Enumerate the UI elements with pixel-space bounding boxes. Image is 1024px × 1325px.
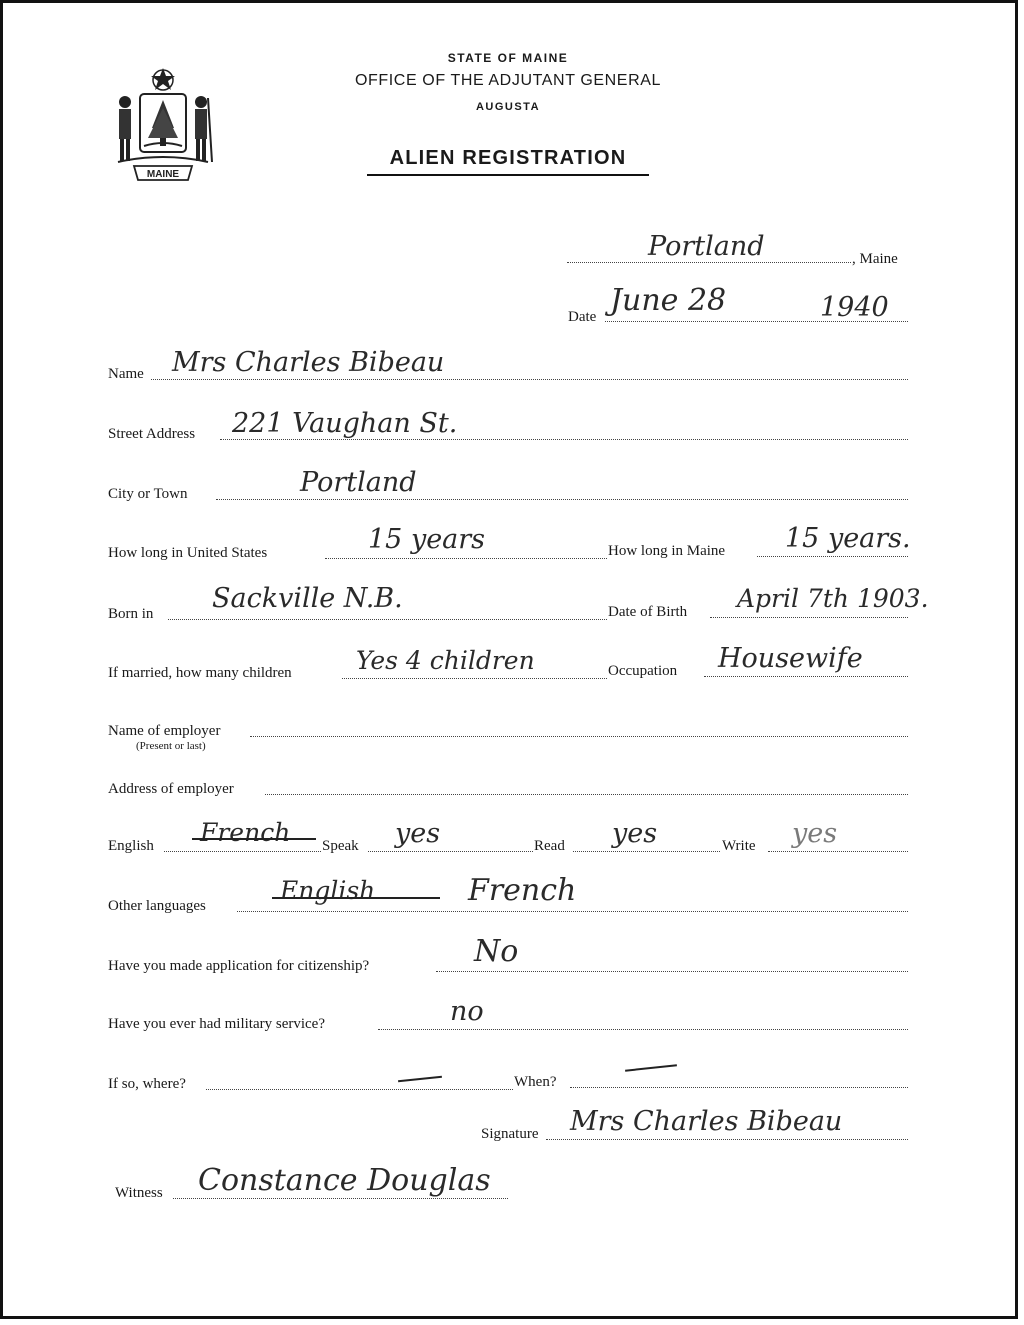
english-line — [164, 851, 321, 852]
read-label: Read — [534, 838, 565, 854]
occupation-label: Occupation — [608, 663, 678, 679]
maine-duration-value: 15 years. — [785, 523, 911, 554]
speak-line — [368, 851, 533, 852]
title-underline — [367, 174, 649, 176]
military-value: no — [450, 996, 484, 1027]
date-value: June 28 — [610, 283, 727, 318]
military-line — [378, 1029, 908, 1030]
place-value: Portland — [648, 231, 765, 262]
svg-text:MAINE: MAINE — [146, 169, 180, 180]
us-duration-line — [325, 558, 607, 559]
street-label: Street Address — [108, 426, 196, 442]
maine-duration-label: How long in Maine — [608, 543, 726, 559]
name-value: Mrs Charles Bibeau — [172, 347, 445, 378]
write-label: Write — [722, 838, 756, 854]
maine-label: , Maine — [852, 251, 898, 267]
city-label: City or Town — [108, 486, 188, 502]
children-value: Yes 4 children — [356, 646, 535, 675]
form-title: ALIEN REGISTRATION — [389, 147, 627, 169]
when-label: When? — [514, 1074, 557, 1090]
street-line — [220, 439, 908, 440]
born-line — [168, 619, 607, 620]
occupation-line — [704, 676, 908, 677]
us-duration-value: 15 years — [368, 524, 486, 555]
name-line — [151, 379, 908, 380]
other-languages-label: Other languages — [108, 898, 206, 914]
maine-duration-line — [757, 556, 908, 557]
children-line — [342, 678, 607, 679]
us-duration-label: How long in United States — [108, 545, 268, 561]
dob-line — [710, 617, 908, 618]
state-seal-icon — [108, 62, 218, 187]
write-value: yes — [792, 818, 838, 849]
read-line — [573, 851, 720, 852]
header-city: AUGUSTA — [475, 101, 541, 113]
dob-value: April 7th 1903. — [737, 584, 929, 613]
date-label: Date — [568, 309, 597, 325]
employer-note: (Present or last) — [136, 740, 206, 752]
other-struck-value: English — [280, 876, 376, 905]
header-state: STATE OF MAINE — [447, 51, 569, 65]
where-label: If so, where? — [108, 1076, 186, 1092]
dob-label: Date of Birth — [608, 604, 688, 620]
english-strikethrough — [192, 838, 316, 840]
date-year-value: 1940 — [820, 292, 889, 323]
signature-value: Mrs Charles Bibeau — [570, 1106, 843, 1137]
military-label: Have you ever had military service? — [108, 1016, 325, 1032]
employer-label: Name of employer — [108, 723, 221, 739]
witness-value: Constance Douglas — [198, 1163, 491, 1198]
when-line — [570, 1087, 908, 1088]
witness-line — [173, 1198, 508, 1199]
street-value: 221 Vaughan St. — [232, 408, 458, 439]
other-languages-value: French — [468, 873, 577, 908]
write-line — [768, 851, 908, 852]
other-languages-line — [237, 911, 908, 912]
where-line — [206, 1089, 513, 1090]
place-line — [567, 262, 851, 263]
header-office: OFFICE OF THE ADJUTANT GENERAL — [354, 72, 662, 89]
children-label: If married, how many children — [108, 665, 292, 681]
speak-label: Speak — [322, 838, 359, 854]
employer-address-label: Address of employer — [108, 781, 234, 797]
english-struck-value: French — [200, 818, 291, 847]
city-value: Portland — [300, 467, 417, 498]
citizenship-line — [436, 971, 908, 972]
employer-line — [250, 736, 908, 737]
other-strikethrough — [272, 897, 440, 899]
signature-label: Signature — [481, 1126, 539, 1142]
occupation-value: Housewife — [718, 643, 863, 674]
born-label: Born in — [108, 606, 154, 622]
citizenship-value: No — [474, 934, 519, 969]
employer-address-line — [265, 794, 908, 795]
signature-line — [546, 1139, 908, 1140]
name-label: Name — [108, 366, 144, 382]
born-value: Sackville N.B. — [212, 583, 403, 614]
citizenship-label: Have you made application for citizenship? — [108, 958, 370, 974]
city-line — [216, 499, 908, 500]
speak-value: yes — [395, 818, 441, 849]
read-value: yes — [612, 818, 658, 849]
english-label: English — [108, 838, 154, 854]
witness-label: Witness — [115, 1185, 163, 1201]
